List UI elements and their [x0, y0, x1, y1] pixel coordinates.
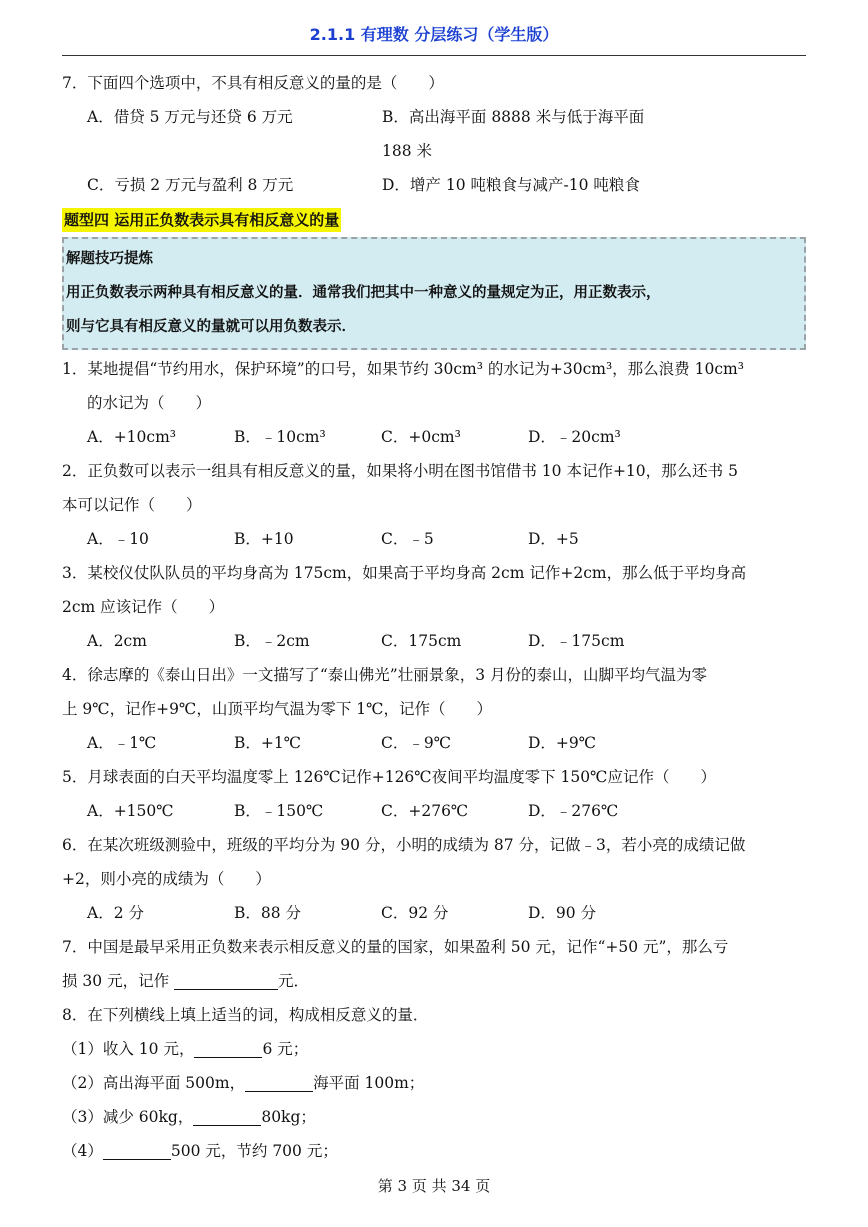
q6-options — [62, 896, 806, 930]
q8-item-1-blank[interactable] — [194, 1039, 262, 1058]
q1-option-b: B．﹣10cm³ — [234, 428, 326, 446]
q4-line-2: 上 9℃，记作+9℃，山顶平均气温为零下 1℃，记作（ ） — [62, 700, 492, 718]
q8-item-2-prefix: （2）高出海平面 500m， — [62, 1074, 246, 1092]
q3-option-d: D．﹣175cm — [528, 632, 625, 650]
q6-option-d: D．90 分 — [528, 904, 597, 922]
q1-line-2: 的水记为（ ） — [87, 394, 212, 412]
tip-line-1: 用正负数表示两种具有相反意义的量．通常我们把其中一种意义的量规定为正，用正数表示， — [66, 285, 661, 301]
q8-item-1-prefix: （1）收入 10 元， — [62, 1040, 195, 1058]
tip-box — [62, 237, 806, 350]
q7-line-2-prefix: 损 30 元，记作 — [62, 972, 175, 990]
q8-item-4 — [62, 1134, 806, 1168]
q7-line-1: 7．中国是最早采用正负数来表示相反意义的量的国家，如果盈利 50 元，记作“+50 元”，那么亏 — [62, 938, 729, 956]
q8-item-4-prefix: （4） — [62, 1142, 103, 1160]
q4-option-d: D．+9℃ — [528, 734, 597, 752]
q5-line-1: 5．月球表面的白天平均温度零上 126℃记作+126℃夜间平均温度零下 150℃应记作（ ） — [62, 768, 716, 786]
q7a-option-c: C．亏损 2 万元与盈利 8 万元 — [87, 176, 294, 194]
q8-item-1 — [62, 1032, 806, 1066]
q7a-options-row1 — [62, 100, 806, 168]
q1-option-a: A．+10cm³ — [87, 428, 176, 446]
q1-option-c: C．+0cm³ — [381, 428, 461, 446]
q7a-option-b: B．高出海平面 8888 米与低于海平面 188 米 — [382, 108, 645, 160]
q4-options — [62, 726, 806, 760]
q6-line-2: +2，则小亮的成绩为（ ） — [62, 870, 271, 888]
q3-options — [62, 624, 806, 658]
q8-item-2-blank[interactable] — [245, 1073, 313, 1092]
q8-item-3-suffix: 80kg； — [261, 1108, 316, 1126]
q5-option-a: A．+150℃ — [87, 802, 174, 820]
q5-options — [62, 794, 806, 828]
q2-line-1: 2．正负数可以表示一组具有相反意义的量，如果将小明在图书馆借书 10 本记作+10，那么还书 5 — [62, 462, 738, 480]
q8-item-3-blank[interactable] — [193, 1107, 261, 1126]
q2-option-b: B．+10 — [234, 530, 294, 548]
q7a-options-row2 — [62, 168, 806, 202]
q4-option-a: A．﹣1℃ — [87, 734, 157, 752]
q4-line-1: 4．徐志摩的《泰山日出》一文描写了“泰山佛光”壮丽景象，3 月份的泰山，山脚平均气温为零 — [62, 666, 708, 684]
q4-option-b: B．+1℃ — [234, 734, 302, 752]
tip-line-2: 则与它具有相反意义的量就可以用负数表示． — [66, 319, 356, 335]
q1-line-1: 1．某地提倡“节约用水，保护环境”的口号，如果节约 30cm³ 的水记为+30cm³，那么浪费 10cm³ — [62, 360, 744, 378]
q7a-option-a: A．借贷 5 万元与还贷 6 万元 — [87, 108, 293, 126]
q1-option-d: D．﹣20cm³ — [528, 428, 621, 446]
q1-options — [62, 420, 806, 454]
q8-item-1-suffix: 6 元； — [262, 1040, 309, 1058]
q7-answer-blank[interactable] — [174, 971, 278, 990]
q5-option-d: D．﹣276℃ — [528, 802, 619, 820]
q8-item-4-blank[interactable] — [103, 1141, 171, 1160]
q3-option-b: B．﹣2cm — [234, 632, 310, 650]
q8-item-4-suffix: 500 元，节约 700 元； — [170, 1142, 338, 1160]
header-divider — [62, 55, 806, 56]
q3-option-c: C．175cm — [381, 632, 462, 650]
q2-option-a: A．﹣10 — [87, 530, 149, 548]
q2-options — [62, 522, 806, 556]
q2-option-d: D．+5 — [528, 530, 579, 548]
q6-option-a: A．2 分 — [87, 904, 144, 922]
page-number: 第 3 页 共 34 页 — [377, 1177, 491, 1195]
section-heading-row — [62, 202, 806, 237]
q8-item-2-suffix: 海平面 100m； — [313, 1074, 425, 1092]
q6-option-c: C．92 分 — [381, 904, 449, 922]
q7-line-2-suffix: 元． — [278, 972, 310, 990]
q8-item-2 — [62, 1066, 806, 1100]
q6-option-b: B．88 分 — [234, 904, 302, 922]
page-title: 2.1.1 有理数 分层练习（学生版） — [309, 25, 559, 44]
q6-line-1: 6．在某次班级测验中，班级的平均分为 90 分，小明的成绩为 87 分，记做﹣3，若小亮的成绩记做 — [62, 836, 746, 854]
q2-option-c: C．﹣5 — [381, 530, 434, 548]
q5-option-c: C．+276℃ — [381, 802, 469, 820]
q3-line-2: 2cm 应该记作（ ） — [62, 598, 225, 616]
q3-option-a: A．2cm — [87, 632, 147, 650]
q5-option-b: B．﹣150℃ — [234, 802, 324, 820]
q7-line-2 — [62, 964, 806, 998]
q2-line-2: 本可以记作（ ） — [62, 496, 202, 514]
q4-option-c: C．﹣9℃ — [381, 734, 452, 752]
tip-heading: 解题技巧提炼 — [66, 251, 153, 267]
q8-item-3-prefix: （3）减少 60kg， — [62, 1108, 194, 1126]
q7a-stem: 7．下面四个选项中，不具有相反意义的量的是（ ） — [62, 74, 444, 92]
q8-stem: 8．在下列横线上填上适当的词，构成相反意义的量． — [62, 1006, 429, 1024]
q8-item-3 — [62, 1100, 806, 1134]
q7a-option-d: D．增产 10 吨粮食与减产-10 吨粮食 — [382, 176, 640, 194]
section-heading: 题型四 运用正负数表示具有相反意义的量 — [62, 208, 341, 232]
document-body — [62, 66, 806, 1168]
q3-line-1: 3．某校仪仗队队员的平均身高为 175cm，如果高于平均身高 2cm 记作+2cm，那么低于平均身高 — [62, 564, 747, 582]
